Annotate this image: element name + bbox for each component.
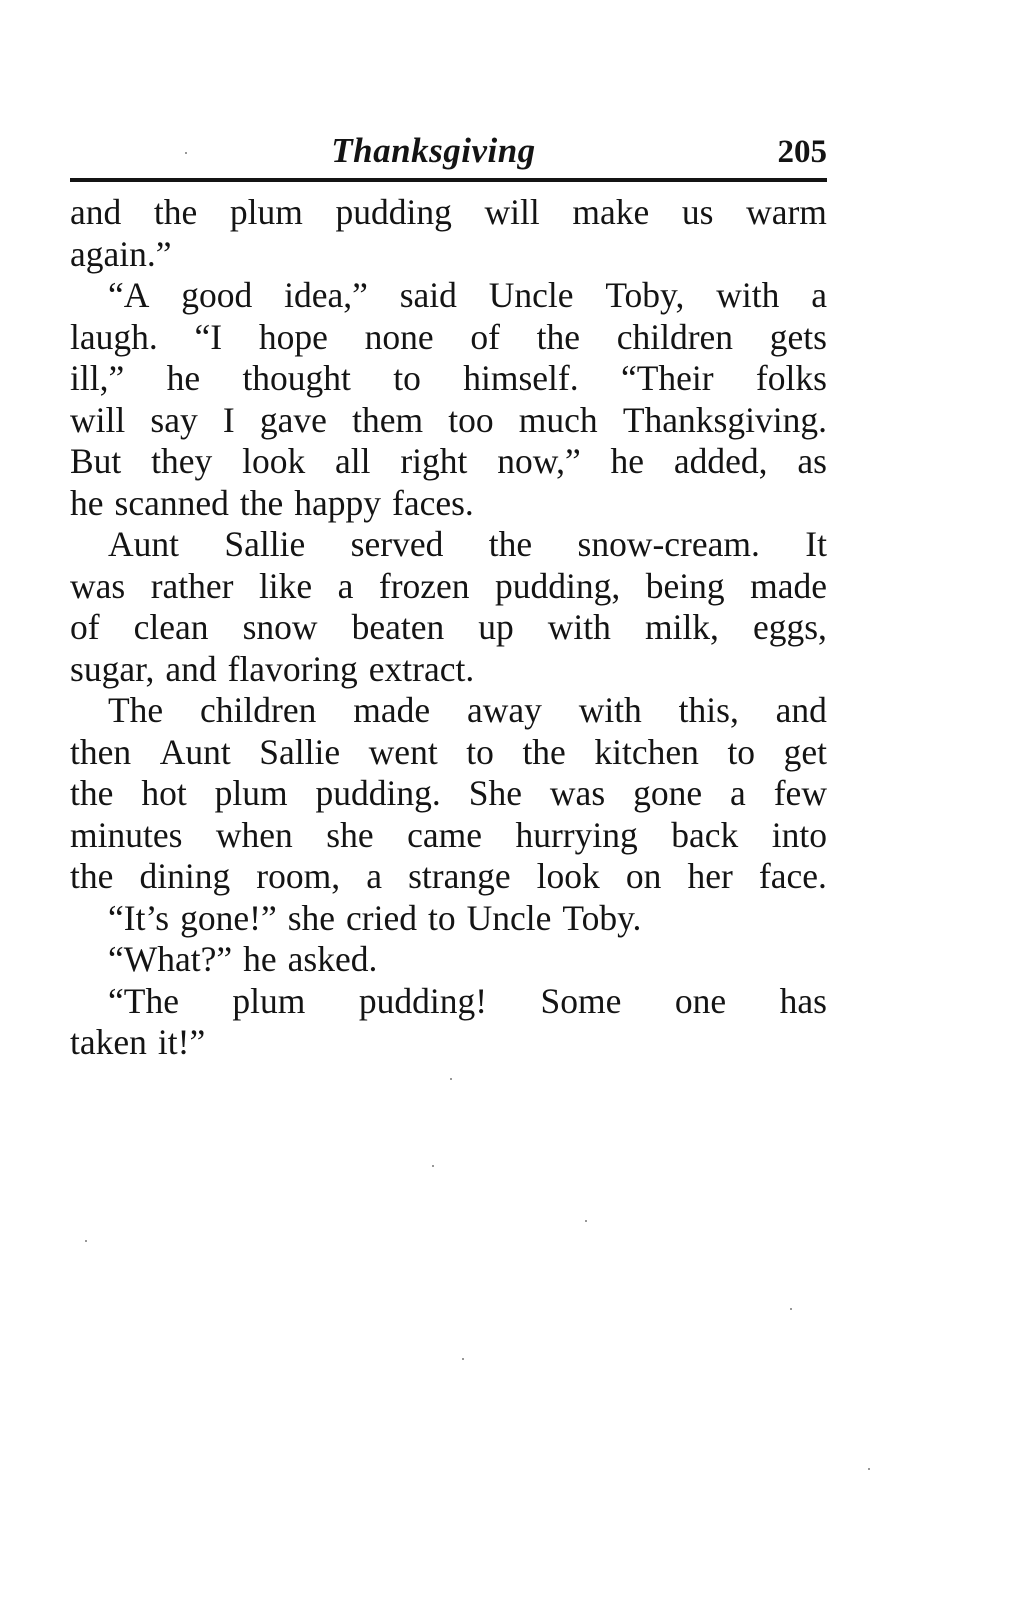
- word: went: [368, 731, 438, 772]
- word: happy: [294, 482, 381, 523]
- word: gave: [259, 399, 327, 440]
- word: “A: [108, 275, 150, 315]
- word: hurrying: [515, 814, 638, 855]
- word: made: [353, 690, 431, 730]
- text-line: [70, 483, 827, 525]
- word: get: [783, 731, 827, 772]
- word: now,”: [497, 441, 581, 481]
- word: with: [547, 607, 611, 647]
- word: her: [687, 856, 733, 896]
- word: the: [488, 524, 533, 564]
- word: plum: [214, 773, 288, 813]
- word: Sallie: [259, 731, 341, 772]
- word: was: [70, 565, 126, 606]
- word: he: [70, 482, 104, 523]
- word: Toby,: [605, 275, 685, 315]
- word: But: [70, 441, 122, 481]
- word: to: [727, 731, 756, 772]
- word: as: [797, 441, 827, 481]
- word: gone!”: [180, 897, 277, 938]
- text-line: [70, 856, 827, 898]
- text-line: [70, 566, 827, 608]
- word: the: [70, 856, 114, 896]
- word: said: [399, 275, 457, 315]
- word: “The: [108, 980, 179, 1021]
- word: She: [468, 773, 522, 813]
- word: and: [165, 648, 217, 689]
- word: scanned: [114, 482, 229, 523]
- word: one: [674, 980, 727, 1021]
- word: face.: [758, 856, 827, 896]
- paper-speck: [432, 1165, 434, 1167]
- word: he: [243, 939, 277, 979]
- word: like: [258, 565, 313, 606]
- word: pudding: [335, 192, 452, 232]
- text-line: [70, 898, 827, 940]
- word: plum: [232, 980, 306, 1021]
- word: the: [70, 773, 114, 813]
- running-title: Thanksgiving: [331, 131, 536, 170]
- text-line: [70, 939, 827, 981]
- body-text: [70, 192, 827, 1064]
- text-line: [70, 732, 827, 774]
- paper-speck: [585, 1220, 587, 1222]
- word: children: [200, 690, 317, 730]
- word: made: [750, 565, 827, 606]
- word: It: [805, 524, 827, 564]
- word: much: [518, 399, 598, 440]
- word: folks: [755, 358, 827, 398]
- word: extract.: [368, 648, 475, 689]
- text-line: [70, 234, 827, 276]
- text-line: [70, 981, 827, 1023]
- word: to: [466, 731, 494, 772]
- text-line: [70, 358, 827, 400]
- running-head: [70, 128, 827, 178]
- text-line: [70, 815, 827, 857]
- word: warm: [746, 192, 827, 232]
- word: dining: [139, 856, 231, 896]
- word: plum: [229, 192, 303, 232]
- word: frozen: [378, 565, 470, 606]
- word: look: [536, 856, 600, 896]
- text-line: [70, 400, 827, 442]
- word: added,: [673, 441, 768, 481]
- word: cried: [346, 897, 417, 938]
- word: then: [70, 731, 132, 772]
- word: beaten: [351, 607, 445, 647]
- word: The: [108, 690, 164, 730]
- word: Sallie: [224, 524, 306, 564]
- word: Uncle: [488, 275, 574, 315]
- word: being: [645, 565, 725, 606]
- text-line: [70, 524, 827, 566]
- word: laugh.: [70, 316, 158, 357]
- word: eggs,: [752, 607, 827, 647]
- word: it!”: [157, 1022, 206, 1062]
- word: Aunt: [159, 731, 231, 772]
- word: “Their: [620, 358, 714, 398]
- word: good: [181, 275, 253, 315]
- word: pudding!: [358, 980, 488, 1021]
- word: few: [773, 773, 827, 813]
- word: gone: [633, 773, 703, 813]
- word: pudding.: [315, 773, 441, 813]
- word: right: [400, 441, 468, 481]
- word: Thanksgiving.: [622, 399, 827, 440]
- word: children: [616, 316, 734, 357]
- word: will: [484, 192, 540, 232]
- paper-speck: [868, 1468, 870, 1470]
- word: faces.: [392, 482, 474, 523]
- word: Uncle: [466, 897, 552, 938]
- paper-speck: [462, 1358, 464, 1360]
- word: “I: [194, 316, 223, 357]
- word: a: [366, 856, 382, 896]
- text-line: [70, 690, 827, 732]
- word: back: [671, 814, 739, 855]
- word: he: [166, 358, 201, 398]
- word: of: [70, 607, 100, 647]
- word: taken: [70, 1022, 147, 1062]
- word: rather: [150, 565, 234, 606]
- word: the: [153, 192, 198, 232]
- word: will: [70, 399, 126, 440]
- word: to: [428, 897, 456, 938]
- word: she: [287, 897, 336, 938]
- word: with: [716, 275, 780, 315]
- word: came: [407, 814, 482, 855]
- word: say: [150, 399, 198, 440]
- text-line: [70, 192, 827, 234]
- text-line: [70, 649, 827, 691]
- text-line: [70, 1022, 827, 1064]
- word: a: [730, 773, 746, 813]
- word: away: [466, 690, 542, 730]
- word: was: [549, 773, 606, 813]
- word: I: [222, 399, 235, 440]
- word: us: [681, 192, 714, 232]
- word: Aunt: [108, 524, 179, 564]
- page-number: 205: [777, 134, 827, 170]
- word: and: [70, 192, 122, 232]
- word: of: [470, 316, 500, 357]
- word: Some: [540, 980, 622, 1021]
- header-rule: [70, 178, 827, 182]
- word: gets: [769, 316, 827, 357]
- word: he: [610, 441, 645, 481]
- word: has: [779, 980, 827, 1021]
- word: “What?”: [108, 939, 233, 979]
- word: idea,”: [284, 275, 368, 315]
- word: kitchen: [594, 731, 699, 772]
- word: room,: [256, 856, 341, 896]
- word: “It’s: [108, 897, 170, 938]
- word: on: [625, 856, 662, 896]
- paper-speck: [85, 1240, 87, 1242]
- word: flavoring: [227, 648, 358, 689]
- text-line: [70, 441, 827, 483]
- paper-speck: [790, 1308, 792, 1310]
- word: strange: [408, 856, 511, 896]
- word: when: [215, 814, 293, 855]
- word: up: [478, 607, 514, 647]
- word: snow: [242, 607, 318, 647]
- word: sugar,: [70, 648, 155, 689]
- word: into: [771, 814, 827, 855]
- word: all: [335, 441, 371, 481]
- word: the: [522, 731, 566, 772]
- word: with: [578, 690, 642, 730]
- text-line: [70, 275, 827, 317]
- word: too: [448, 399, 494, 440]
- word: make: [572, 192, 650, 232]
- word: the: [239, 482, 284, 523]
- word: himself.: [463, 358, 579, 398]
- word: again.”: [70, 233, 172, 274]
- word: they: [151, 441, 213, 481]
- word: the: [536, 316, 580, 357]
- word: to: [393, 358, 421, 398]
- paper-speck: [185, 152, 187, 154]
- word: ill,”: [70, 358, 125, 398]
- word: served: [350, 524, 444, 564]
- word: clean: [133, 607, 209, 647]
- word: a: [337, 565, 354, 606]
- word: pudding,: [495, 565, 621, 606]
- word: them: [352, 399, 424, 440]
- word: a: [811, 275, 827, 315]
- word: and: [775, 690, 827, 730]
- word: Toby.: [562, 897, 642, 938]
- text-line: [70, 773, 827, 815]
- paper-speck: [450, 1078, 452, 1080]
- word: she: [326, 814, 374, 855]
- word: hope: [258, 316, 328, 357]
- text-line: [70, 607, 827, 649]
- word: this,: [678, 690, 739, 730]
- word: look: [242, 441, 306, 481]
- word: milk,: [644, 607, 719, 647]
- word: none: [364, 316, 434, 357]
- word: thought: [242, 358, 351, 398]
- word: minutes: [70, 814, 183, 855]
- word: asked.: [287, 939, 378, 979]
- word: snow-cream.: [577, 524, 760, 564]
- text-line: [70, 317, 827, 359]
- word: hot: [141, 773, 187, 813]
